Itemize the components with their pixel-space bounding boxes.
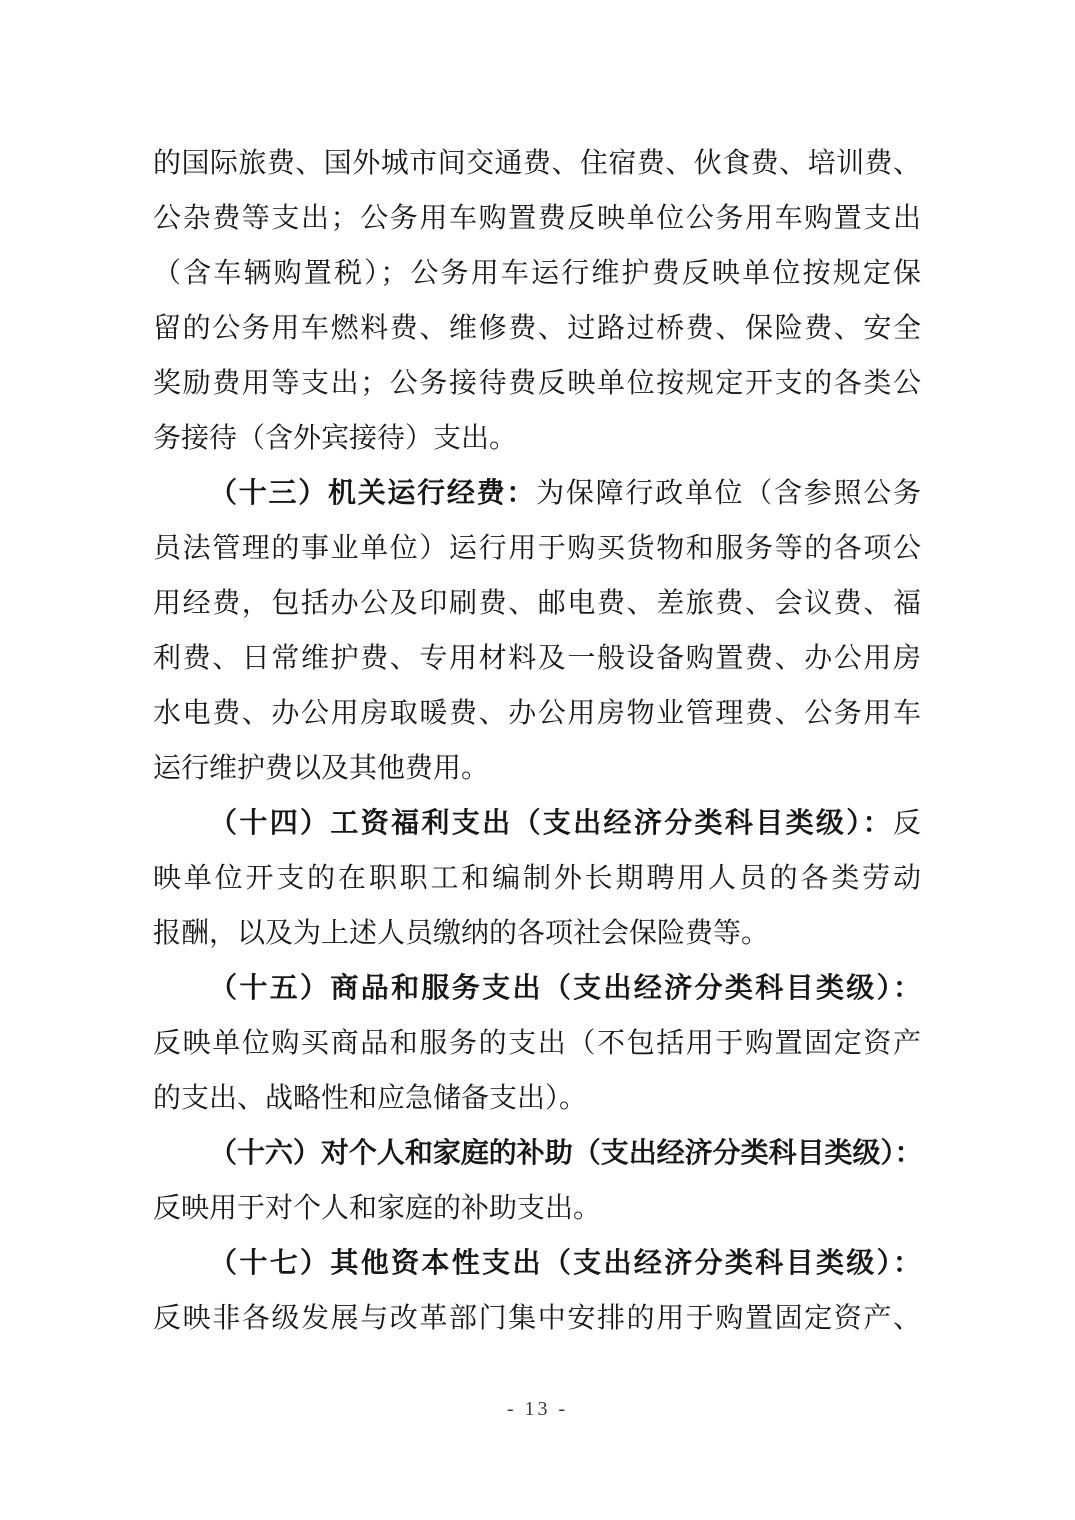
text-line <box>153 191 921 246</box>
body-text: 反映单位购买商品和服务的支出（不包括用于购置固定资产 <box>153 1028 921 1059</box>
text-line <box>153 1181 921 1236</box>
section-heading-text: （十七）其他资本性支出（支出经济分类科目类级）： <box>209 1248 921 1279</box>
text-line <box>153 796 921 851</box>
text-line <box>153 686 921 741</box>
text-line <box>153 246 921 301</box>
text-line <box>153 1291 921 1346</box>
document-body <box>153 136 921 1346</box>
body-text: 的支出、战略性和应急储备支出）。 <box>153 1083 588 1114</box>
text-line <box>153 521 921 576</box>
body-text: 反映非各级发展与改革部门集中安排的用于购置固定资产、 <box>153 1303 921 1334</box>
text-line <box>153 466 921 521</box>
text-line <box>153 356 921 411</box>
section-heading-text: （十四）工资福利支出（支出经济分类科目类级）： <box>209 808 893 839</box>
body-text: 奖励费用等支出；公务接待费反映单位按规定开支的各类公 <box>153 368 921 399</box>
body-text: 员法管理的事业单位）运行用于购买货物和服务等的各项公 <box>153 533 921 564</box>
text-line <box>153 851 921 906</box>
body-text: 报酬，以及为上述人员缴纳的各项社会保险费等。 <box>153 918 770 949</box>
text-line <box>153 301 921 356</box>
body-text: 反映用于对个人和家庭的补助支出。 <box>153 1193 602 1224</box>
body-text: 水电费、办公用房取暖费、办公用房物业管理费、公务用车 <box>153 698 921 729</box>
text-line <box>153 136 921 191</box>
body-text: 为保障行政单位（含参照公务 <box>536 478 921 509</box>
body-text: 利费、日常维护费、专用材料及一般设备购置费、办公用房 <box>153 643 921 674</box>
body-text: 的国际旅费、国外城市间交通费、住宿费、伙食费、培训费、 <box>153 148 921 179</box>
body-text: 运行维护费以及其他费用。 <box>153 753 490 784</box>
body-text: 映单位开支的在职职工和编制外长期聘用人员的各类劳动 <box>153 863 921 894</box>
text-line <box>153 741 921 796</box>
text-line <box>153 1016 921 1071</box>
section-heading-text: （十五）商品和服务支出（支出经济分类科目类级）： <box>209 973 921 1004</box>
section-heading-text: （十三）机关运行经费： <box>209 478 537 509</box>
text-line <box>153 631 921 686</box>
text-line <box>153 961 921 1016</box>
text-line <box>153 1071 921 1126</box>
body-text: 反 <box>892 808 921 839</box>
body-text: （含车辆购置税）；公务用车运行维护费反映单位按规定保 <box>153 258 921 289</box>
text-line <box>153 1236 921 1291</box>
text-line <box>153 1126 921 1181</box>
text-line <box>153 411 921 466</box>
page-number: - 13 - <box>506 1398 569 1420</box>
section-heading-text: （十六）对个人和家庭的补助（支出经济分类科目类级）： <box>209 1138 921 1169</box>
body-text: 用经费，包括办公及印刷费、邮电费、差旅费、会议费、福 <box>153 588 921 619</box>
body-text: 留的公务用车燃料费、维修费、过路过桥费、保险费、安全 <box>153 313 921 344</box>
text-line <box>153 906 921 961</box>
text-line <box>153 576 921 631</box>
body-text: 务接待（含外宾接待）支出。 <box>153 423 518 454</box>
body-text: 公杂费等支出；公务用车购置费反映单位公务用车购置支出 <box>153 203 921 234</box>
